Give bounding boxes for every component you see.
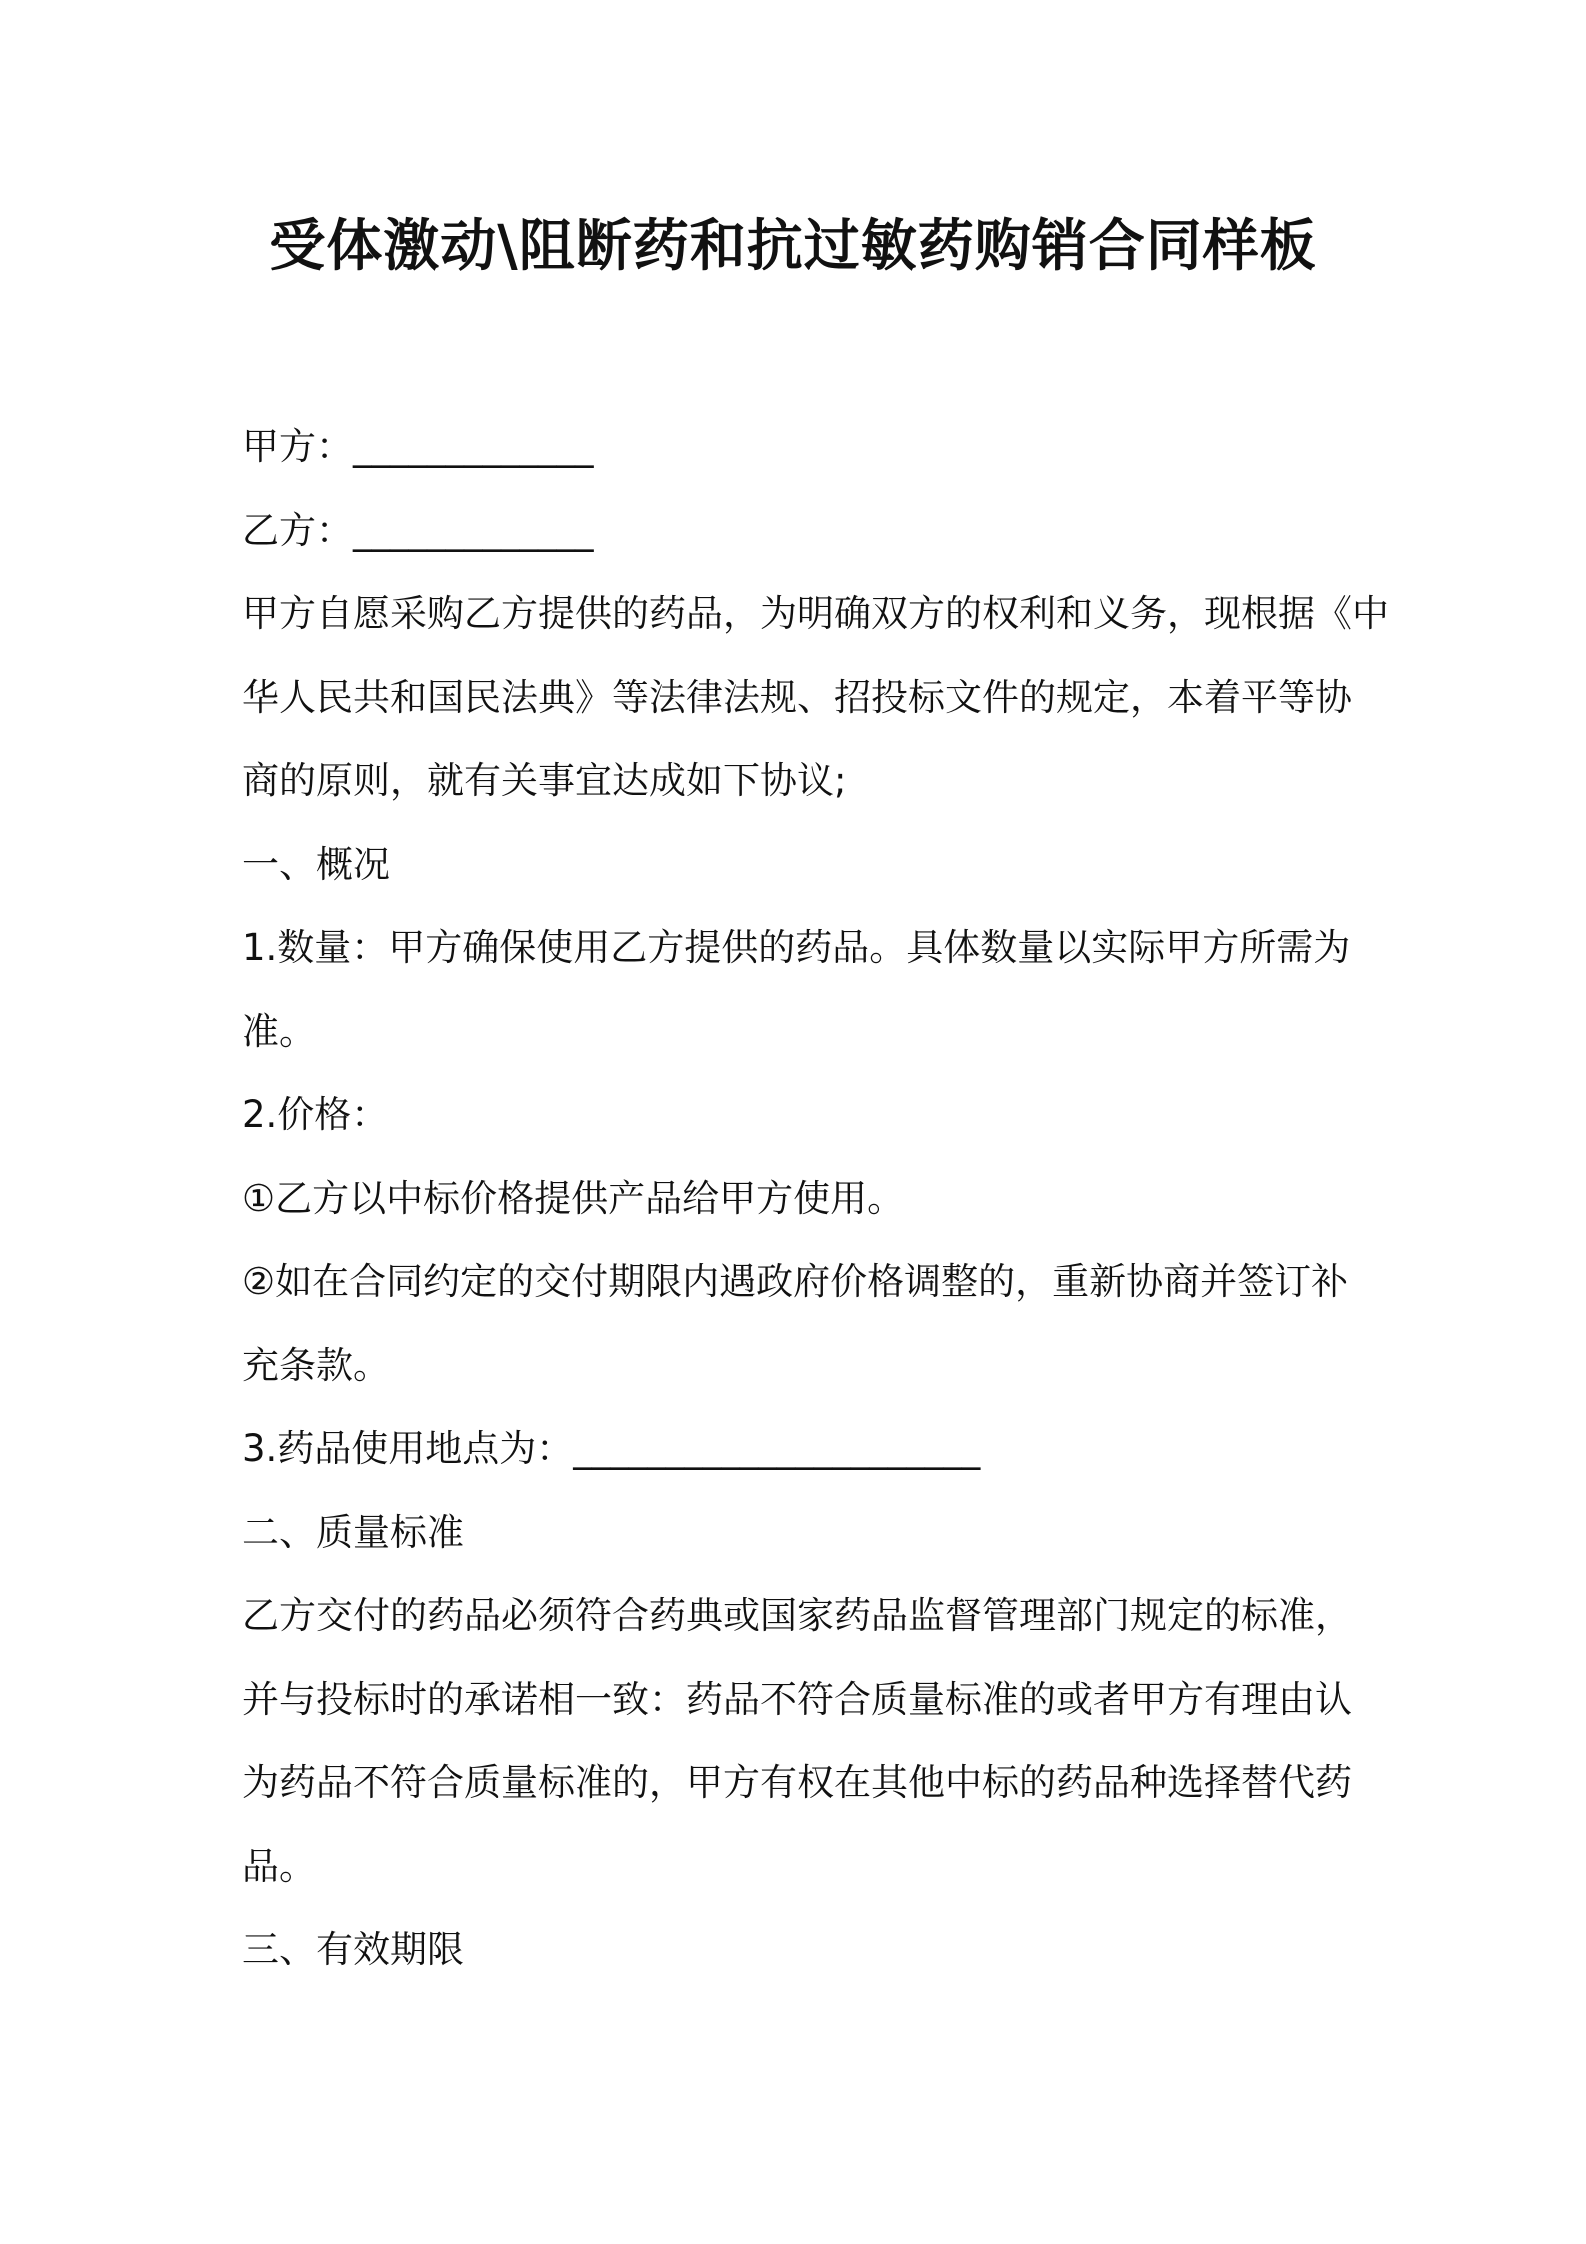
section-heading-overview: 一、概况 (242, 842, 390, 886)
preamble-line-2: 华人民共和国民法典》等法律法规、招投标文件的规定，本着平等协 (242, 675, 1352, 719)
quality-paragraph-line-1: 乙方交付的药品必须符合药典或国家药品监督管理部门规定的标准， (242, 1594, 1352, 1637)
document-body (242, 405, 1389, 1992)
clause-quantity-line-1: 1.数量：甲方确保使用乙方提供的药品。具体数量以实际甲方所需为 (242, 926, 1351, 969)
clause-price-item-1: ①乙方以中标价格提供产品给甲方使用。 (242, 1176, 905, 1220)
document-title: 受体激动\阻断药和抗过敏药购销合同样板 (269, 214, 1317, 279)
section-heading-quality: 二、质量标准 (242, 1510, 464, 1554)
quality-paragraph-line-2: 并与投标时的承诺相一致：药品不符合质量标准的或者甲方有理由认 (242, 1677, 1352, 1721)
party-b-line: 乙方：_____________ (242, 508, 594, 552)
preamble-line-3: 商的原则，就有关事宜达成如下协议; (242, 759, 847, 802)
quality-paragraph-line-4: 品。 (242, 1844, 316, 1888)
clause-price-item-2-line-1: ②如在合同约定的交付期限内遇政府价格调整的，重新协商并签订补 (242, 1260, 1349, 1303)
quality-paragraph-line-3: 为药品不符合质量标准的，甲方有权在其他中标的药品种选择替代药 (242, 1761, 1352, 1804)
preamble-line-1: 甲方自愿采购乙方提供的药品，为明确双方的权利和义务，现根据《中 (242, 592, 1389, 635)
clause-location-line: 3.药品使用地点为：______________________ (242, 1427, 981, 1470)
section-heading-validity: 三、有效期限 (242, 1928, 464, 1971)
clause-price-item-2-line-2: 充条款。 (242, 1343, 390, 1387)
party-a-line: 甲方：_____________ (242, 425, 594, 468)
clause-price-heading: 2.价格： (242, 1093, 389, 1136)
clause-quantity-line-2: 准。 (242, 1009, 316, 1053)
